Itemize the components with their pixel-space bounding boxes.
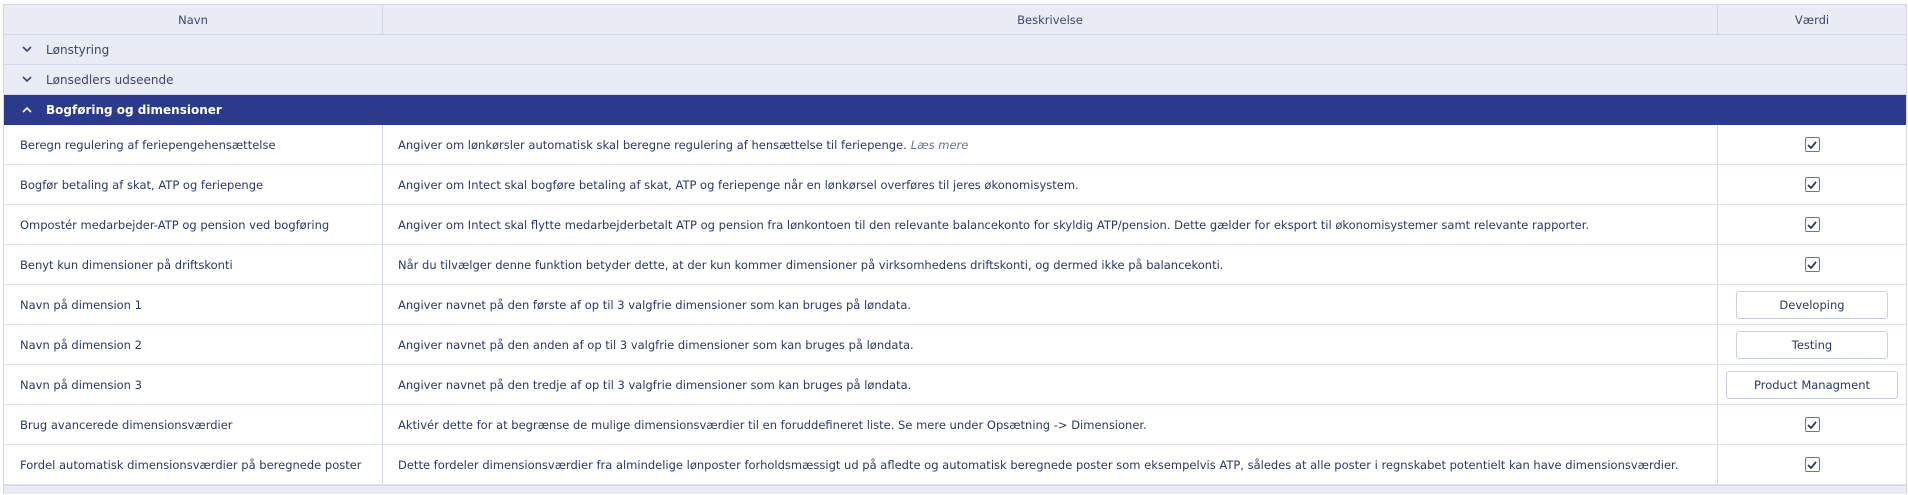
setting-name: Navn på dimension 3 (4, 365, 383, 404)
group-lonsedlers-udseende[interactable] (4, 65, 1906, 95)
table-row (4, 285, 1906, 325)
setting-checkbox[interactable] (1805, 417, 1820, 432)
column-header-name[interactable]: Navn (4, 5, 383, 34)
setting-checkbox[interactable] (1805, 457, 1820, 472)
setting-name: Brug avancerede dimensionsværdier (4, 405, 383, 444)
check-icon (1807, 221, 1817, 229)
value-cell (1718, 405, 1906, 444)
table-row (4, 445, 1906, 485)
setting-description: Angiver om Intect skal bogføre betaling af skat, ATP og feriepenge når en lønkørsel overføres til jeres økonomisystem. (383, 165, 1718, 204)
dimension-1-input[interactable]: Developing (1736, 291, 1888, 319)
setting-description (383, 125, 1718, 164)
setting-name: Fordel automatisk dimensionsværdier på beregnede poster (4, 445, 383, 484)
setting-description: Aktivér dette for at begrænse de mulige dimensionsværdier til en foruddefineret liste. Se mere under Opsætning -> Dimensioner. (383, 405, 1718, 444)
setting-checkbox[interactable] (1805, 137, 1820, 152)
value-cell (1718, 325, 1906, 364)
description-text: Angiver om lønkørsler automatisk skal beregne regulering af hensættelse til feriepenge. (398, 137, 907, 152)
column-header-description[interactable]: Beskrivelse (383, 5, 1718, 34)
setting-name: Navn på dimension 1 (4, 285, 383, 324)
chevron-up-icon (20, 106, 34, 113)
setting-description: Når du tilvælger denne funktion betyder dette, at der kun kommer dimensioner på virksomhedens driftskonti, og dermed ikke på balancekonti. (383, 245, 1718, 284)
table-row (4, 125, 1906, 165)
setting-name: Beregn regulering af feriepengehensættelse (4, 125, 383, 164)
table-row (4, 245, 1906, 285)
setting-name: Navn på dimension 2 (4, 325, 383, 364)
table-row (4, 325, 1906, 365)
check-icon (1807, 141, 1817, 149)
value-cell (1718, 285, 1906, 324)
dimension-3-input[interactable]: Product Managment (1726, 371, 1898, 399)
check-icon (1807, 421, 1817, 429)
group-lonstyring[interactable] (4, 35, 1906, 65)
value-cell (1718, 365, 1906, 404)
value-cell (1718, 165, 1906, 204)
check-icon (1807, 181, 1817, 189)
settings-grid (3, 4, 1907, 494)
chevron-down-icon (20, 46, 34, 53)
table-row (4, 205, 1906, 245)
check-icon (1807, 461, 1817, 469)
setting-description: Dette fordeler dimensionsværdier fra almindelige lønposter forholdsmæssigt ud på afledte og automatisk beregnede poster som eksempelvis ATP, således at alle poster i regnskabet potentielt kan have dimensionsværdier. (383, 445, 1718, 484)
setting-checkbox[interactable] (1805, 217, 1820, 232)
group-bogforing-og-dimensioner[interactable] (4, 95, 1906, 125)
setting-checkbox[interactable] (1805, 177, 1820, 192)
value-cell (1718, 445, 1906, 484)
setting-description: Angiver navnet på den første af op til 3 valgfrie dimensioner som kan bruges på løndata. (383, 285, 1718, 324)
setting-description: Angiver om Intect skal flytte medarbejderbetalt ATP og pension fra lønkontoen til den relevante balancekonto for skyldig ATP/pension. Dette gælder for eksport til økonomisystemer samt relevante rapporter. (383, 205, 1718, 244)
column-header-value[interactable]: Værdi (1794, 12, 1830, 27)
setting-name: Ompostér medarbejder-ATP og pension ved bogføring (4, 205, 383, 244)
grid-header (4, 4, 1906, 35)
value-cell (1718, 205, 1906, 244)
read-more-link[interactable]: Læs mere (910, 137, 969, 152)
setting-name: Bogfør betaling af skat, ATP og feriepenge (4, 165, 383, 204)
setting-description: Angiver navnet på den anden af op til 3 valgfrie dimensioner som kan bruges på løndata. (383, 325, 1718, 364)
group-label: Lønsedlers udseende (46, 72, 174, 87)
table-row (4, 365, 1906, 405)
chevron-down-icon (20, 76, 34, 83)
value-cell (1718, 245, 1906, 284)
setting-description: Angiver navnet på den tredje af op til 3 valgfrie dimensioner som kan bruges på løndata. (383, 365, 1718, 404)
table-row (4, 405, 1906, 445)
grid-footer (4, 485, 1906, 494)
dimension-2-input[interactable]: Testing (1736, 331, 1888, 359)
group-label: Lønstyring (46, 42, 110, 57)
check-icon (1807, 261, 1817, 269)
value-cell (1718, 125, 1906, 164)
setting-checkbox[interactable] (1805, 257, 1820, 272)
group-label: Bogføring og dimensioner (46, 102, 222, 117)
setting-name: Benyt kun dimensioner på driftskonti (4, 245, 383, 284)
table-row (4, 165, 1906, 205)
